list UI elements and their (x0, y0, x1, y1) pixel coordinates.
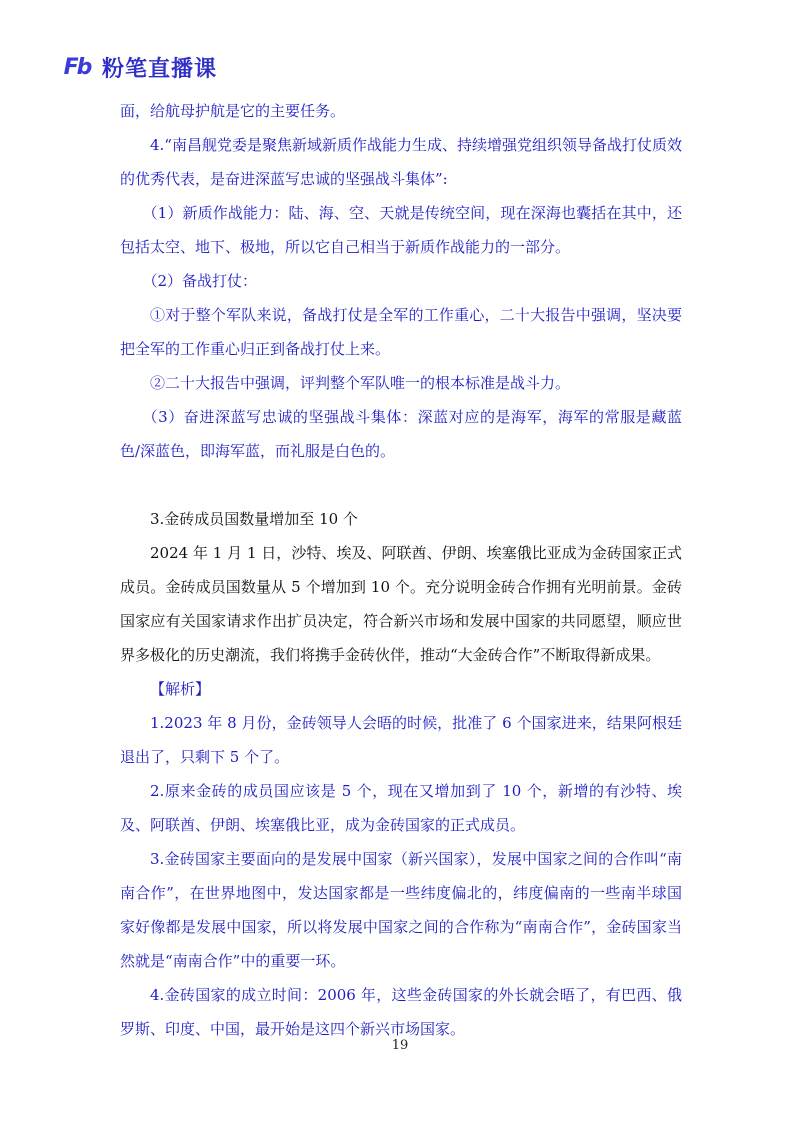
analysis-point-2: 2.原来金砖的成员国应该是 5 个，现在又增加到了 10 个，新增的有沙特、埃及、阿联酋、伊朗、埃塞俄比亚，成为金砖国家的正式成员。 (120, 782, 682, 834)
analysis-point-3: 3.金砖国家主要面向的是发展中国家（新兴国家），发展中国家之间的合作叫“南南合作”，在世界地图中，发达国家都是一些纬度偏北的，纬度偏南的一些南半球国家好像都是发展中国家，所以将发展中国家之间的合作称为“南南合作”，金砖国家当然就是“南南合作”中的重要一环。 (120, 850, 682, 970)
section-body: 2024 年 1 月 1 日，沙特、埃及、阿联酋、伊朗、埃塞俄比亚成为金砖国家正式成员。金砖成员国数量从 5 个增加到 10 个。充分说明金砖合作拥有光明前景。金砖国家应有关国家请求作出扩员决定，符合新兴市场和发展中国家的共同愿望，顺应世界多极化的历史潮流，我们将携手金砖伙伴，推动“大金砖合作”不断取得新成果。 (120, 544, 682, 664)
paragraph-subpoint-2b: ②二十大报告中强调，评判整个军队唯一的根本标准是战斗力。 (150, 374, 571, 392)
analysis-point-4: 4.金砖国家的成立时间：2006 年，这些金砖国家的外长就会晤了，有巴西、俄罗斯、印度、中国，最开始是这四个新兴市场国家。 (120, 986, 682, 1038)
paragraph-subpoint-3: （3）奋进深蓝写忠诚的坚强战斗集体：深蓝对应的是海军，海军的常服是藏蓝色/深蓝色，即海军蓝，而礼服是白色的。 (120, 408, 682, 460)
brand-logo (60, 52, 217, 82)
spacer (120, 468, 682, 502)
brand-name: 粉笔直播课 (102, 56, 218, 82)
page-number: 19 (391, 1038, 409, 1053)
paragraph-point-4: 4.“南昌舰党委是聚焦新域新质作战能力生成、持续增强党组织领导备战打仗质效的优秀代表，是奋进深蓝写忠诚的坚强战斗集体”: (120, 136, 682, 188)
section-heading: 3.金砖成员国数量增加至 10 个 (150, 510, 358, 528)
paragraph-subpoint-2: （2）备战打仗： (142, 272, 258, 290)
document-body (120, 94, 682, 1046)
fb-logo-icon: Fb (63, 54, 91, 80)
analysis-label: 【解析】 (150, 680, 211, 698)
paragraph-subpoint-2a: ①对于整个军队来说，备战打仗是全军的工作重心，二十大报告中强调，坚决要把全军的工作重心归正到备战打仗上来。 (120, 306, 682, 358)
paragraph-continuation: 面，给航母护航是它的主要任务。 (120, 102, 346, 120)
analysis-point-1: 1.2023 年 8 月份，金砖领导人会晤的时候，批准了 6 个国家进来，结果阿根廷退出了，只剩下 5 个了。 (120, 714, 682, 766)
paragraph-subpoint-1: （1）新质作战能力：陆、海、空、天就是传统空间，现在深海也囊括在其中，还包括太空、地下、极地，所以它自己相当于新质作战能力的一部分。 (120, 204, 682, 256)
